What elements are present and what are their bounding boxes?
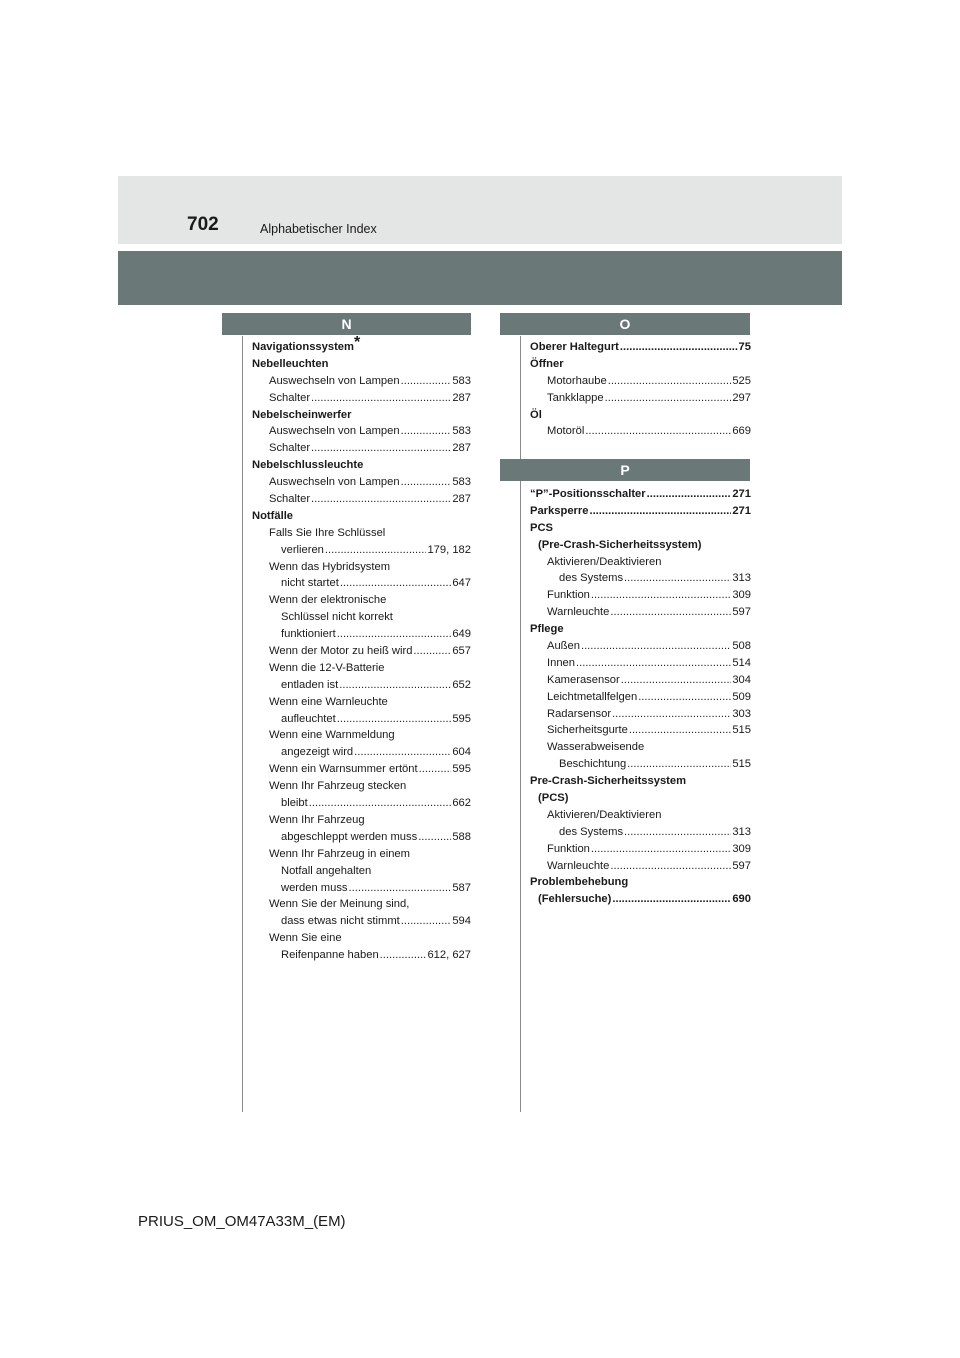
leader-dots: [340, 575, 452, 592]
index-entry: [530, 739, 751, 756]
letter-heading-n: N: [222, 313, 471, 335]
index-entry-term: Wasserabweisende: [547, 741, 645, 754]
index-entry-term: Nebelscheinwerfer: [252, 408, 352, 421]
section-title: Alphabetischer Index: [260, 222, 377, 236]
index-entry-page: 271: [732, 504, 751, 517]
leader-dots: [612, 891, 731, 908]
index-entry-term: bleibt: [281, 797, 308, 810]
leader-dots: [337, 626, 452, 643]
index-entry: [530, 604, 751, 621]
leader-dots: [608, 373, 732, 390]
index-entry: [252, 407, 471, 424]
index-entry: [252, 457, 471, 474]
leader-dots: [624, 570, 731, 587]
index-entry-page: 595: [452, 763, 471, 776]
leader-dots: [589, 503, 731, 520]
index-entry: [530, 423, 751, 440]
leader-dots: [605, 390, 732, 407]
index-entry-page: 525: [732, 374, 751, 387]
index-entry-page: 313: [732, 572, 751, 585]
index-entry: [530, 587, 751, 604]
page-number: 702: [187, 214, 219, 235]
index-entry-term: Wenn Ihr Fahrzeug: [269, 813, 365, 826]
index-entry: [252, 930, 471, 947]
leader-dots: [401, 373, 452, 390]
index-entry-term: Schalter: [269, 493, 311, 506]
index-entry: [252, 727, 471, 744]
index-entry: [252, 829, 471, 846]
index-entry-page: 515: [732, 724, 751, 737]
index-entry: [252, 880, 471, 897]
index-entry: [252, 795, 471, 812]
index-entry: [252, 643, 471, 660]
column-rule-middle: [520, 336, 521, 1112]
index-entry: [252, 609, 471, 626]
index-entry-page: 179, 182: [427, 543, 471, 556]
index-entry-page: 612, 627: [427, 949, 471, 962]
index-entry-page: 588: [452, 830, 471, 843]
index-entry-page: 597: [732, 606, 751, 619]
index-entry-term: Nebelschlussleuchte: [252, 459, 364, 472]
index-entry: [530, 874, 751, 891]
index-entry-term: Öffner: [530, 357, 564, 370]
document-code: PRIUS_OM_OM47A33M_(EM): [138, 1213, 346, 1230]
index-entry-page: 309: [732, 842, 751, 855]
leader-dots: [309, 795, 452, 812]
index-entry-term: Problembehebung: [530, 876, 629, 889]
index-entry-page: 657: [452, 645, 471, 658]
index-entry-term: nicht startet: [281, 577, 339, 590]
header-band: [118, 176, 842, 244]
index-entry-term: Wenn eine Warnmeldung: [269, 729, 395, 742]
index-entry-term: Wenn die 12-V-Batterie: [269, 661, 385, 674]
index-entry: [252, 947, 471, 964]
index-entry: [252, 694, 471, 711]
index-entry-term: Motorhaube: [547, 374, 607, 387]
index-entry-page: 514: [732, 656, 751, 669]
index-entry-term: (PCS): [538, 792, 569, 805]
index-entry-page: 587: [452, 881, 471, 894]
leader-dots: [401, 474, 452, 491]
index-entry: [252, 474, 471, 491]
index-list-o: [530, 339, 751, 440]
index-entry-term: Wenn eine Warnleuchte: [269, 695, 388, 708]
index-entry: [252, 440, 471, 457]
index-entry: [530, 841, 751, 858]
index-entry-term: aufleuchtet: [281, 712, 336, 725]
index-entry-page: 509: [732, 690, 751, 703]
index-entry-term: Warnleuchte: [547, 859, 610, 872]
index-entry-term: Funktion: [547, 842, 590, 855]
index-entry: [530, 807, 751, 824]
index-entry-term: Leichtmetallfelgen: [547, 690, 638, 703]
leader-dots: [380, 947, 427, 964]
index-entry: [530, 689, 751, 706]
index-entry: [530, 339, 751, 356]
index-entry-term: Reifenpanne haben: [281, 949, 379, 962]
leader-dots: [576, 655, 731, 672]
index-entry: [530, 790, 751, 807]
index-entry-page: 652: [452, 678, 471, 691]
index-entry-term: dass etwas nicht stimmt: [281, 915, 400, 928]
index-entry-page: 304: [732, 673, 751, 686]
leader-dots: [337, 711, 452, 728]
index-entry: [252, 711, 471, 728]
index-entry: [530, 773, 751, 790]
index-entry: [252, 626, 471, 643]
index-entry: [252, 812, 471, 829]
index-entry-page: 594: [452, 915, 471, 928]
index-entry: [252, 559, 471, 576]
index-entry-term: Pre-Crash-Sicherheitssystem: [530, 775, 687, 788]
index-entry: [530, 503, 751, 520]
index-entry-page: 583: [452, 374, 471, 387]
leader-dots: [418, 829, 451, 846]
leader-dots: [629, 722, 731, 739]
leader-dots: [610, 858, 731, 875]
index-entry-page: 515: [732, 758, 751, 771]
index-entry-term: entladen ist: [281, 678, 339, 691]
leader-dots: [311, 440, 451, 457]
index-entry: [530, 554, 751, 571]
index-entry: [252, 744, 471, 761]
index-entry-page: 297: [732, 391, 751, 404]
index-entry-term: Navigationssystem: [252, 341, 354, 353]
index-entry-term: Wenn das Hybridsystem: [269, 560, 391, 573]
index-entry: [530, 356, 751, 373]
index-entry-term: abgeschleppt werden muss: [281, 830, 418, 843]
leader-dots: [610, 604, 731, 621]
index-entry-term: Auswechseln von Lampen: [269, 476, 400, 489]
index-entry-term: PCS: [530, 521, 554, 534]
index-entry-page: 583: [452, 425, 471, 438]
index-entry-term: Funktion: [547, 589, 590, 602]
index-entry: [252, 778, 471, 795]
index-entry-page: 75: [738, 341, 751, 353]
letter-heading-o: O: [500, 313, 750, 335]
index-entry-page: 303: [732, 707, 751, 720]
index-entry-term: Sicherheitsgurte: [547, 724, 628, 737]
index-entry-term: Wenn Sie der Meinung sind,: [269, 898, 410, 911]
index-entry-page: 313: [732, 825, 751, 838]
leader-dots: [591, 587, 731, 604]
index-entry-term: (Pre-Crash-Sicherheitssystem): [538, 538, 702, 551]
index-entry-page: 662: [452, 797, 471, 810]
header-bar: [118, 251, 842, 305]
leader-dots: [311, 390, 451, 407]
index-entry-term: Nebelleuchten: [252, 357, 329, 370]
index-entry-term: Schalter: [269, 391, 311, 404]
index-entry-page: 649: [452, 628, 471, 641]
index-entry-term: Wenn Sie eine: [269, 932, 342, 945]
index-entry: [252, 896, 471, 913]
index-entry-term: Auswechseln von Lampen: [269, 374, 400, 387]
index-entry: [252, 761, 471, 778]
index-entry-page: 597: [732, 859, 751, 872]
index-entry: [252, 334, 471, 356]
index-list-p: [530, 486, 751, 908]
index-entry-term: Schlüssel nicht korrekt: [281, 611, 393, 624]
index-entry-page: 287: [452, 391, 471, 404]
leader-dots: [620, 339, 738, 356]
index-entry-term: Falls Sie Ihre Schlüssel: [269, 526, 386, 539]
index-entry-term: Öl: [530, 408, 542, 421]
index-entry-page: 669: [732, 425, 751, 438]
leader-dots: [612, 706, 731, 723]
index-entry: [252, 542, 471, 559]
leader-dots: [339, 677, 451, 694]
index-entry-term: Notfälle: [252, 509, 294, 522]
index-entry: [252, 373, 471, 390]
leader-dots: [627, 756, 731, 773]
index-entry-term: Aktivieren/Deaktivieren: [547, 808, 662, 821]
letter-heading-p: P: [500, 459, 750, 481]
index-entry: [530, 407, 751, 424]
index-entry: [530, 824, 751, 841]
leader-dots: [624, 824, 731, 841]
index-entry-page: 287: [452, 493, 471, 506]
index-entry: [252, 660, 471, 677]
index-entry: [252, 677, 471, 694]
index-entry-term: Innen: [547, 656, 575, 669]
index-entry-term: Wenn der elektronische: [269, 594, 387, 607]
index-entry: [530, 390, 751, 407]
leader-dots: [325, 542, 427, 559]
index-entry-term: (Fehlersuche): [538, 893, 612, 906]
index-entry-term: funktioniert: [281, 628, 336, 641]
index-entry-term: Beschichtung: [559, 758, 627, 771]
index-entry-term: verlieren: [281, 543, 324, 556]
index-entry-term: des Systems: [559, 572, 624, 585]
index-entry: [530, 638, 751, 655]
index-entry-term: Tankklappe: [547, 391, 604, 404]
index-entry: [530, 520, 751, 537]
index-entry-term: Auswechseln von Lampen: [269, 425, 400, 438]
index-entry-term: Pflege: [530, 623, 564, 636]
leader-dots: [585, 423, 731, 440]
leader-dots: [354, 744, 451, 761]
index-entry-term: Parksperre: [530, 504, 589, 517]
index-entry-term: des Systems: [559, 825, 624, 838]
index-entry: [252, 863, 471, 880]
index-entry: [530, 570, 751, 587]
leader-dots: [419, 761, 452, 778]
index-entry-term: Radarsensor: [547, 707, 612, 720]
index-entry-term: Wenn ein Warnsummer ertönt: [269, 763, 418, 776]
index-entry: [252, 491, 471, 508]
index-entry-term: Wenn Ihr Fahrzeug stecken: [269, 780, 407, 793]
index-entry: [530, 621, 751, 638]
index-entry-term: Außen: [547, 640, 580, 653]
index-entry-page: 595: [452, 712, 471, 725]
leader-dots: [413, 643, 451, 660]
index-entry-term: Motoröl: [547, 425, 585, 438]
index-entry-term: Kamerasensor: [547, 673, 620, 686]
index-entry: [252, 508, 471, 525]
index-entry: [252, 390, 471, 407]
index-entry-term: Oberer Haltegurt: [530, 341, 619, 353]
index-entry: [252, 356, 471, 373]
index-entry-page: 604: [452, 746, 471, 759]
index-entry: [530, 486, 751, 503]
column-rule-left: [242, 336, 243, 1112]
index-entry: [530, 722, 751, 739]
index-entry-page: 647: [452, 577, 471, 590]
index-entry: [530, 373, 751, 390]
index-entry-term: Warnleuchte: [547, 606, 610, 619]
index-entry-term: Wenn der Motor zu heiß wird: [269, 645, 413, 658]
index-entry-page: 271: [732, 488, 751, 500]
index-entry: [252, 575, 471, 592]
index-entry: [252, 525, 471, 542]
leader-dots: [311, 491, 451, 508]
leader-dots: [621, 672, 732, 689]
index-entry-page: 583: [452, 476, 471, 489]
index-entry-page: 508: [732, 640, 751, 653]
index-entry-term: Wenn Ihr Fahrzeug in einem: [269, 847, 410, 860]
index-entry-term: “P”-Positionsschalter: [530, 488, 646, 500]
leader-dots: [581, 638, 731, 655]
index-entry: [530, 672, 751, 689]
index-entry: [252, 913, 471, 930]
index-entry-term: Notfall angehalten: [281, 864, 372, 877]
index-entry: [530, 858, 751, 875]
index-entry: [530, 756, 751, 773]
index-entry: [530, 537, 751, 554]
index-list-n: [252, 334, 471, 964]
index-entry-term: Aktivieren/Deaktivieren: [547, 555, 662, 568]
index-entry: [530, 891, 751, 908]
index-entry-page: 309: [732, 589, 751, 602]
asterisk-mark: *: [353, 334, 361, 352]
index-entry: [252, 846, 471, 863]
index-entry-page: 690: [732, 893, 751, 906]
leader-dots: [349, 880, 452, 897]
leader-dots: [591, 841, 731, 858]
leader-dots: [401, 913, 452, 930]
index-entry-term: Schalter: [269, 442, 311, 455]
index-entry: [530, 655, 751, 672]
index-entry-term: werden muss: [281, 881, 348, 894]
index-entry: [252, 423, 471, 440]
index-entry: [252, 592, 471, 609]
index-entry-term: angezeigt wird: [281, 746, 354, 759]
index-entry-page: 287: [452, 442, 471, 455]
leader-dots: [647, 486, 732, 503]
leader-dots: [638, 689, 731, 706]
index-entry: [530, 706, 751, 723]
leader-dots: [401, 423, 452, 440]
